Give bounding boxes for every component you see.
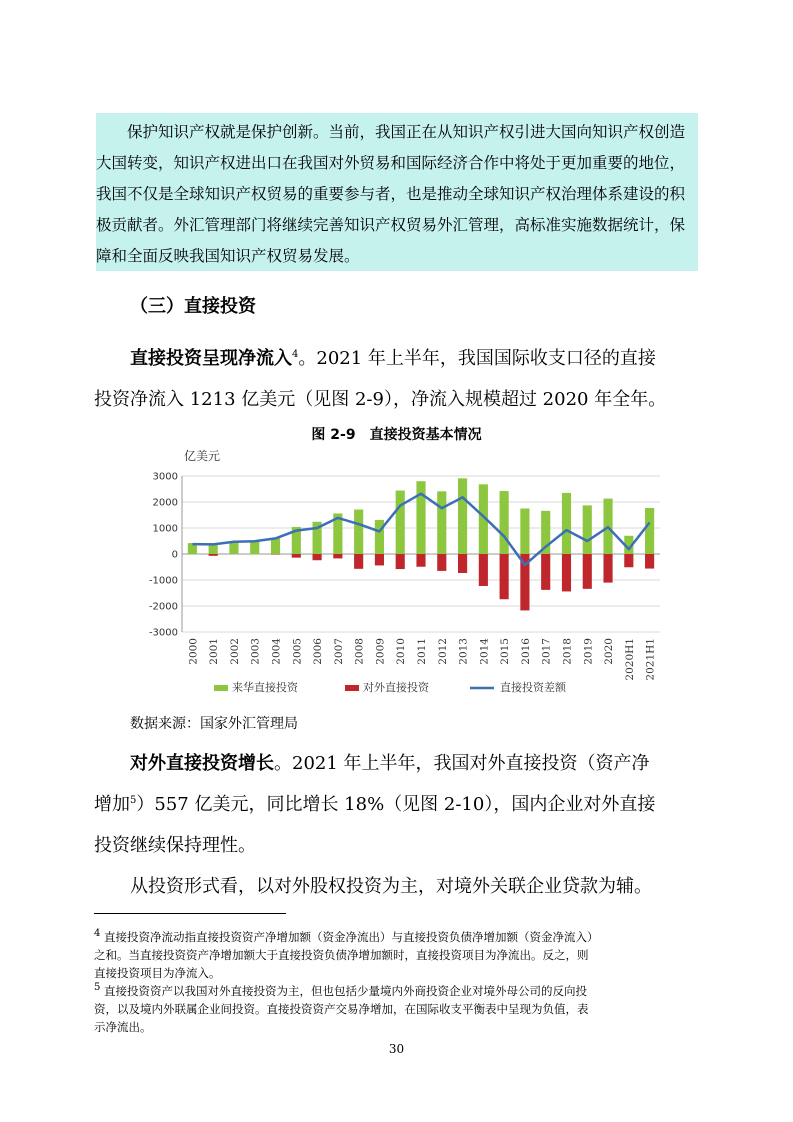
legend-swatch-outflow bbox=[345, 685, 359, 691]
bar-inflow bbox=[500, 491, 509, 554]
footnote-number: 4 bbox=[94, 928, 101, 939]
x-tick-label: 2006 bbox=[312, 638, 325, 665]
y-tick-label: 0 bbox=[171, 549, 178, 561]
bar-outflow bbox=[541, 554, 550, 590]
footnote-ref-4[interactable]: 4 bbox=[292, 349, 299, 360]
x-tick-label: 2011 bbox=[416, 638, 428, 665]
bar-outflow bbox=[354, 554, 363, 569]
x-tick-label: 2007 bbox=[332, 638, 345, 665]
intro-line: 保护知识产权就是保护创新。当前，我国正在从知识产权引进大国向知识产权创造 bbox=[127, 123, 686, 141]
para2-post: ）557 亿美元，同比增长 18%（见图 2-10），国内企业对外直接 bbox=[136, 794, 656, 815]
footnote-4 bbox=[94, 925, 706, 982]
footnote-line bbox=[94, 925, 706, 946]
bar-inflow bbox=[437, 491, 446, 554]
bar-outflow bbox=[375, 554, 384, 565]
footnote-5 bbox=[94, 979, 706, 1036]
bar-outflow bbox=[437, 554, 446, 571]
x-tick-label: 2012 bbox=[436, 638, 449, 665]
para2-line1 bbox=[130, 749, 740, 775]
x-tick-label: 2018 bbox=[561, 638, 574, 665]
bar-outflow bbox=[333, 554, 342, 558]
y-tick-label: -2000 bbox=[148, 601, 178, 613]
legend-label-net: 直接投资差额 bbox=[500, 681, 566, 694]
bar-inflow bbox=[458, 478, 467, 554]
para1-rest: 。2021 年上半年，我国国际收支口径的直接 bbox=[298, 348, 656, 369]
bar-inflow bbox=[375, 520, 384, 554]
para1-line1 bbox=[130, 344, 740, 370]
x-tick-label: 2005 bbox=[291, 638, 304, 665]
footnote-line: 直接投资项目为净流入。 bbox=[94, 965, 221, 980]
bar-outflow bbox=[292, 554, 301, 558]
x-tick-label: 2001 bbox=[208, 638, 221, 665]
bar-outflow bbox=[603, 554, 612, 583]
bar-outflow bbox=[479, 554, 488, 586]
x-tick-label: 2003 bbox=[249, 638, 262, 665]
y-tick-label: 3000 bbox=[152, 471, 178, 483]
y-tick-label: 1000 bbox=[152, 523, 178, 535]
footnote-line: 资，以及境内外联属企业间投资。直接投资资产交易净增加，在国际收支平衡表中呈现为负值，表 bbox=[94, 1001, 589, 1016]
x-tick-label: 2016 bbox=[519, 638, 532, 665]
footnote-number: 5 bbox=[94, 982, 101, 993]
bar-inflow bbox=[520, 509, 529, 555]
bar-outflow bbox=[645, 554, 654, 569]
x-tick-label: 2020H1 bbox=[623, 638, 636, 681]
bar-inflow bbox=[562, 493, 571, 554]
bar-inflow bbox=[271, 538, 280, 554]
source-note: 数据来源：国家外汇管理局 bbox=[130, 716, 298, 732]
x-tick-label: 2008 bbox=[353, 638, 366, 665]
y-tick-label: -1000 bbox=[148, 575, 178, 587]
section-heading: （三）直接投资 bbox=[130, 296, 256, 317]
y-tick-label: 2000 bbox=[152, 497, 178, 509]
bar-outflow bbox=[562, 554, 571, 591]
para2-bold: 对外直接投资增长 bbox=[130, 753, 274, 774]
bar-inflow bbox=[396, 491, 405, 554]
intro-line: 极贡献者。外汇管理部门将继续完善知识产权贸易外汇管理，高标准实施数据统计，保 bbox=[96, 216, 686, 234]
footnote-line: 之和。当直接投资资产净增加额大于直接投资负债净增加额时，直接投资项目为净流出。反之，则 bbox=[94, 947, 589, 962]
bar-outflow bbox=[624, 554, 633, 567]
x-tick-label: 2015 bbox=[499, 638, 512, 665]
bar-inflow bbox=[416, 481, 425, 554]
x-tick-label: 2004 bbox=[270, 638, 283, 665]
footnote-line: 示净流出。 bbox=[94, 1019, 152, 1034]
para1-bold: 直接投资呈现净流入 bbox=[130, 348, 292, 369]
bar-outflow bbox=[416, 554, 425, 567]
figure-title: 图 2-9 直接投资基本情况 bbox=[311, 427, 482, 443]
legend-label-outflow: 对外直接投资 bbox=[363, 681, 429, 694]
para2-pre: 增加 bbox=[94, 794, 130, 815]
footnote-text: 直接投资资产以我国对外直接投资为主，但也包括少量境内外商投资企业对境外母公司的反向投 bbox=[104, 983, 588, 998]
bar-outflow bbox=[313, 554, 322, 560]
bar-inflow bbox=[354, 510, 363, 554]
para2-line2 bbox=[94, 790, 704, 816]
footnote-rule bbox=[94, 913, 286, 914]
bar-outflow bbox=[458, 554, 467, 573]
para3: 从投资形式看，以对外股权投资为主，对境外关联企业贷款为辅。 bbox=[130, 876, 652, 897]
legend-label-inflow: 来华直接投资 bbox=[232, 681, 298, 694]
x-tick-label: 2013 bbox=[457, 638, 470, 665]
legend-swatch-inflow bbox=[214, 685, 228, 691]
x-tick-label: 2002 bbox=[228, 638, 241, 665]
page-number: 30 bbox=[388, 1042, 405, 1056]
x-tick-label: 2010 bbox=[395, 638, 408, 665]
bar-inflow bbox=[229, 542, 238, 554]
bar-outflow bbox=[209, 554, 218, 556]
y-axis-unit: 亿美元 bbox=[184, 449, 221, 463]
footnote-text: 直接投资净流动指直接投资资产净增加额（资金净流出）与直接投资负债净增加额（资金净流入） bbox=[104, 929, 599, 944]
intro-line: 障和全面反映我国知识产权贸易发展。 bbox=[96, 247, 360, 265]
bar-outflow bbox=[500, 554, 509, 599]
bar-outflow bbox=[583, 554, 592, 589]
x-tick-label: 2020 bbox=[603, 638, 616, 665]
x-tick-label: 2014 bbox=[478, 638, 491, 665]
intro-line: 我国不仅是全球知识产权贸易的重要参与者，也是推动全球知识产权治理体系建设的积 bbox=[96, 185, 686, 203]
bar-inflow bbox=[583, 505, 592, 554]
para1-line2: 投资净流入 1213 亿美元（见图 2-9），净流入规模超过 2020 年全年。 bbox=[94, 389, 667, 410]
x-tick-label: 2021H1 bbox=[644, 638, 657, 681]
bar-inflow bbox=[645, 508, 654, 554]
y-tick-label: -3000 bbox=[148, 627, 178, 639]
intro-box bbox=[96, 113, 698, 271]
footnote-line bbox=[94, 979, 706, 1000]
x-tick-label: 2019 bbox=[582, 638, 595, 665]
para2-rest: 。2021 年上半年，我国对外直接投资（资产净 bbox=[274, 753, 650, 774]
x-tick-label: 2009 bbox=[374, 638, 387, 665]
x-tick-label: 2017 bbox=[540, 638, 553, 665]
intro-line: 大国转变，知识产权进出口在我国对外贸易和国际经济合作中将处于更加重要的地位， bbox=[96, 154, 686, 172]
direct-investment-chart bbox=[140, 444, 660, 706]
para2-line3: 投资继续保持理性。 bbox=[94, 835, 256, 856]
x-tick-label: 2000 bbox=[187, 638, 200, 665]
bar-outflow bbox=[396, 554, 405, 569]
footnote-ref-5[interactable]: 5 bbox=[130, 795, 137, 806]
bar-outflow bbox=[271, 554, 280, 555]
